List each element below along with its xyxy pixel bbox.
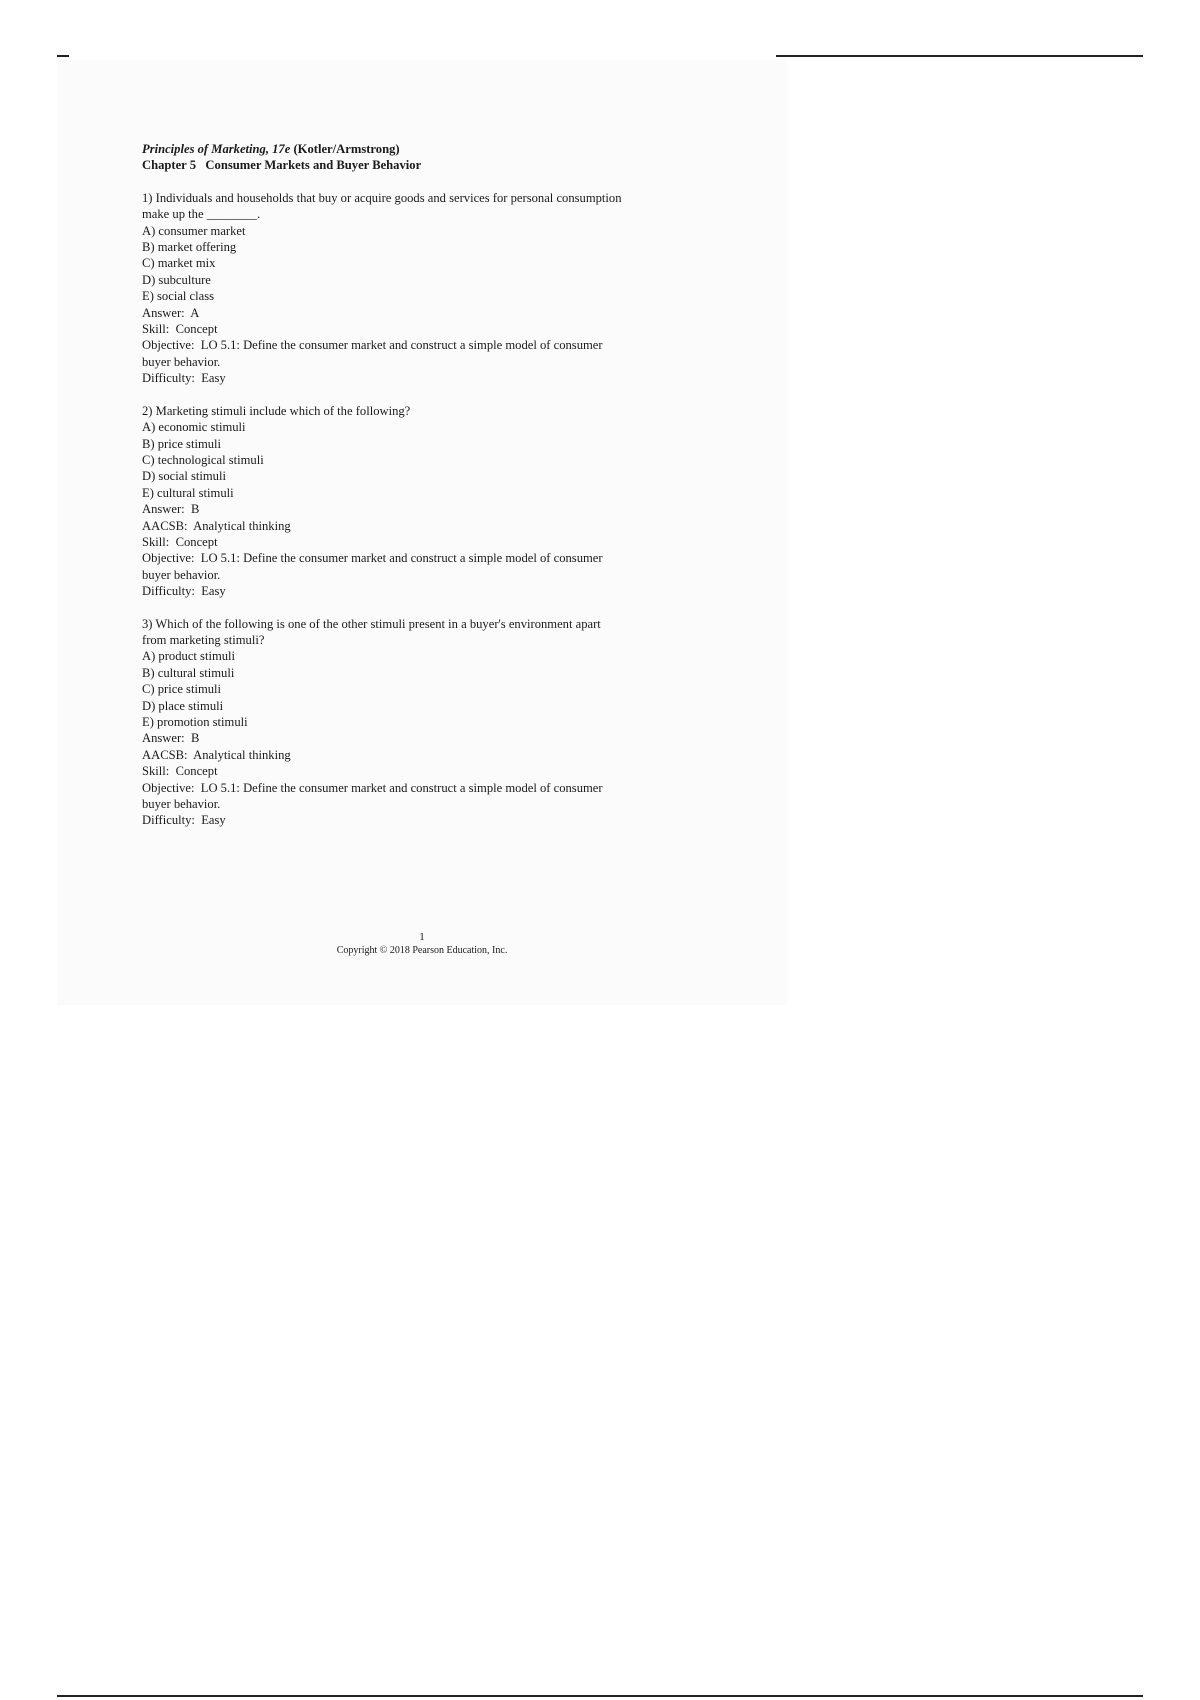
skill: Skill: Concept — [142, 322, 218, 337]
skill: Skill: Concept — [142, 534, 218, 549]
skill: Skill: Concept — [142, 764, 218, 779]
page-footer — [57, 930, 787, 958]
page-number: 1 — [419, 931, 425, 943]
answer-option: B) market offering — [142, 240, 237, 255]
bottom-rule — [57, 1695, 1143, 1697]
answer-option: D) social stimuli — [142, 469, 226, 484]
objective: Objective: LO 5.1: Define the consumer market and construct a simple model of consumer — [142, 338, 603, 353]
top-rule-left — [57, 55, 69, 57]
answer-option: D) subculture — [142, 272, 211, 287]
difficulty: Difficulty: Easy — [142, 813, 226, 828]
question-stem: 1) Individuals and households that buy or acquire goods and services for personal consumption — [142, 190, 622, 205]
question-2 — [142, 403, 702, 600]
objective: buyer behavior. — [142, 567, 221, 582]
answer-option: A) consumer market — [142, 223, 246, 238]
aacsb: AACSB: Analytical thinking — [142, 518, 291, 533]
answer-option: B) price stimuli — [142, 436, 222, 451]
book-title-line — [142, 141, 702, 157]
difficulty: Difficulty: Easy — [142, 371, 226, 386]
document-content — [142, 141, 702, 829]
question-stem: 3) Which of the following is one of the other stimuli present in a buyer's environment apart — [142, 616, 601, 631]
question-1 — [142, 190, 702, 387]
top-rule-right — [776, 55, 1143, 57]
answer-key: Answer: B — [142, 731, 200, 746]
question-3 — [142, 616, 702, 829]
objective: buyer behavior. — [142, 797, 221, 812]
aacsb: AACSB: Analytical thinking — [142, 747, 291, 762]
answer-option: A) economic stimuli — [142, 420, 246, 435]
book-title: Principles of Marketing, 17e — [142, 142, 291, 156]
chapter-title: Chapter 5 Consumer Markets and Buyer Behavior — [142, 158, 422, 173]
question-stem: 2) Marketing stimuli include which of the following? — [142, 403, 411, 418]
answer-option: E) cultural stimuli — [142, 485, 234, 500]
answer-option: C) market mix — [142, 256, 216, 271]
book-authors: (Kotler/Armstrong) — [293, 142, 400, 156]
answer-option: E) social class — [142, 289, 215, 304]
answer-key: Answer: A — [142, 305, 200, 320]
answer-option: E) promotion stimuli — [142, 715, 248, 729]
answer-key: Answer: B — [142, 502, 200, 517]
objective: Objective: LO 5.1: Define the consumer market and construct a simple model of consumer — [142, 780, 603, 795]
answer-option: C) price stimuli — [142, 682, 222, 697]
answer-option: B) cultural stimuli — [142, 665, 235, 680]
question-stem: make up the ________. — [142, 207, 261, 222]
objective: buyer behavior. — [142, 354, 221, 369]
answer-option: A) product stimuli — [142, 649, 236, 664]
answer-option: D) place stimuli — [142, 698, 224, 713]
objective: Objective: LO 5.1: Define the consumer market and construct a simple model of consumer — [142, 551, 603, 566]
answer-option: C) technological stimuli — [142, 452, 264, 467]
difficulty: Difficulty: Easy — [142, 584, 226, 599]
question-stem: from marketing stimuli? — [142, 632, 265, 647]
copyright-notice: Copyright © 2018 Pearson Education, Inc. — [336, 945, 508, 956]
